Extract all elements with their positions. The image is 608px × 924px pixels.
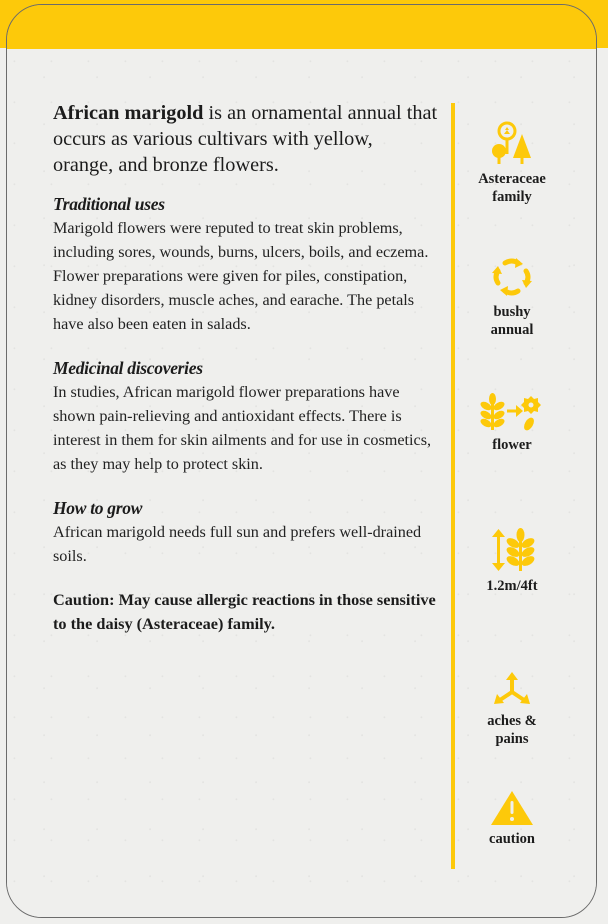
label-line: caution — [489, 831, 535, 847]
label-line: pains — [495, 731, 529, 747]
cycle-arrows-icon — [488, 255, 536, 299]
caution-note: Caution: May cause allergic reactions in those sensitive to the daisy (Asteraceae) family. — [53, 590, 436, 633]
section-title: How to grow — [53, 498, 143, 518]
label-line: flower — [492, 437, 532, 453]
sidebar-item-lifecycle — [462, 255, 562, 339]
sidebar-label — [489, 830, 535, 848]
section-body: African marigold needs full sun and prefers well-drained soils. — [53, 523, 422, 565]
spreading-arrows-icon — [491, 672, 533, 708]
sidebar-label — [486, 577, 537, 595]
warning-triangle-icon — [490, 790, 534, 826]
sidebar-label — [492, 436, 531, 454]
sidebar-item-caution — [462, 790, 562, 848]
section-how-to-grow — [53, 496, 438, 568]
label-line: aches & — [487, 713, 537, 729]
sidebar-label — [478, 170, 546, 206]
label-line: Asteraceae — [478, 171, 546, 187]
section-body: Marigold flowers were reputed to treat skin problems, including sores, wounds, burns, ulcers, boils, and eczema. Flower preparations were given for piles, constipation, kidney disorders, muscle aches, and earache. The petals have also been eaten in salads. — [53, 219, 429, 333]
section-title: Traditional uses — [53, 194, 165, 214]
sidebar-item-family — [462, 120, 562, 206]
card-header-band — [7, 5, 596, 49]
section-body: In studies, African marigold flower preparations have shown pain-relieving and antioxidant effects. There is interest in them for skin ailments and for use in cosmetics, as they may help to protect skin. — [53, 383, 432, 473]
sidebar-item-uses — [462, 672, 562, 748]
label-line: annual — [490, 322, 534, 338]
main-text — [53, 100, 438, 636]
sidebar-label — [487, 712, 537, 748]
sidebar-item-height — [462, 527, 562, 595]
section-traditional-uses — [53, 192, 438, 336]
intro-text: is an ornamental annual that occurs as various cultivars with yellow, orange, and bronze flowers. — [53, 102, 438, 176]
label-line: family — [492, 189, 532, 205]
sidebar-divider — [451, 103, 455, 869]
label-line: bushy — [493, 304, 531, 320]
sidebar-item-part-used — [462, 392, 562, 454]
section-medicinal-discoveries — [53, 356, 438, 476]
sidebar-label — [491, 303, 534, 339]
plant-name: African marigold — [53, 102, 204, 124]
leaf-to-flower-icon — [479, 392, 545, 432]
height-plant-icon — [488, 527, 536, 573]
trees-icon — [488, 120, 536, 166]
label-line: 1.2m/4ft — [486, 578, 538, 594]
intro-paragraph — [53, 100, 438, 178]
section-title: Medicinal discoveries — [53, 358, 203, 378]
